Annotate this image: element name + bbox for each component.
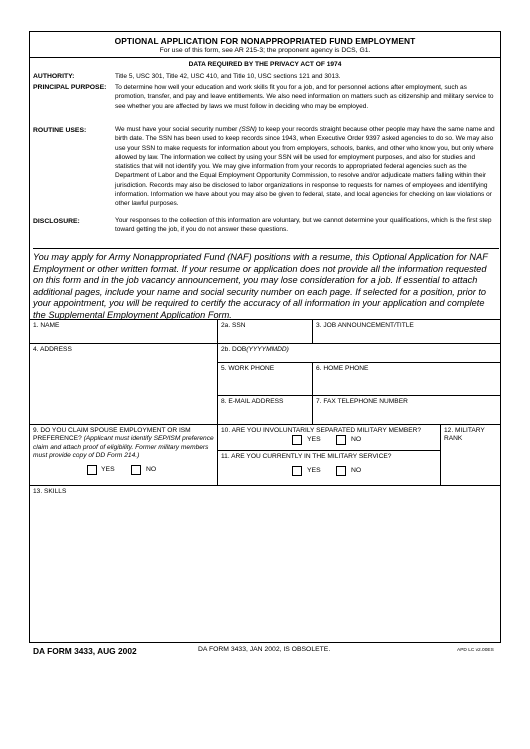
spouse-preference-label: 9. DO YOU CLAIM SPOUSE EMPLOYMENT OR ISM PREFERENCE? <box>33 427 191 443</box>
ssn-field[interactable] <box>217 319 312 343</box>
routine-uses-text-b: to keep your records straight because other people may have the same name and birth date. The SSN has been used to keep records since 1943, when Executive Order 9397 asked agencies to do so. We may also use your SSN to make requests for information about you from employers, schools, banks, and other who know you, but only where allowed by law. The information we collect by using your SSN will be used for employment purposes, and also for studies and statistics that will not identify you. We may give information from your records to appropriated federal agencies such as the Department of Labor and the Equal Employment Opportunity Commission, to resolve and/or adjudicate matters falling within their jurisdiction. Records may also be disclosed to labor organizations in response to requests for names of employees and identifying information. Information we have about you may also be given to federal, state, and local agencies for checking on law violations or other lawful purposes. <box>115 126 495 208</box>
involuntarily-separated-yes-label: YES <box>307 436 321 443</box>
involuntarily-separated-yes-checkbox[interactable] <box>292 435 302 445</box>
routine-uses-text-a: We must have your social security number <box>115 126 240 133</box>
routine-uses-label: ROUTINE USES: <box>33 127 87 134</box>
home-phone-label: 6. HOME PHONE <box>316 365 369 372</box>
routine-uses-ssn: (SSN) <box>239 126 257 133</box>
disclosure-label: DISCLOSURE: <box>33 218 80 225</box>
authority-text: Title 5, USC 301, Title 42, USC 410, and Title 10, USC sections 121 and 3013. <box>115 73 341 80</box>
involuntarily-separated-no-label: NO <box>351 436 362 443</box>
email-field[interactable] <box>217 395 312 424</box>
version-label: APD LC v2.00ES <box>457 648 494 653</box>
name-label: 1. NAME <box>33 322 60 329</box>
authority-label: AUTHORITY: <box>33 73 75 80</box>
work-phone-label: 5. WORK PHONE <box>221 365 275 372</box>
ssn-label: 2a. SSN <box>221 322 246 329</box>
military-service-yes-label: YES <box>307 467 321 474</box>
skills-field[interactable] <box>29 485 501 643</box>
military-rank-label: 12. MILITARY RANK <box>444 427 485 443</box>
dob-field[interactable] <box>217 343 501 362</box>
disclosure-text: Your responses to the collection of this information are voluntary, but we cannot determine your qualifications, which is the first step toward getting the job, if you do not answer these questions. <box>115 217 492 234</box>
address-field[interactable] <box>29 343 217 424</box>
military-service-label: 11. ARE YOU CURRENTLY IN THE MILITARY SERVICE? <box>221 453 392 460</box>
dob-label: 2b. DOB <box>221 346 247 353</box>
job-announcement-label: 3. JOB ANNOUNCEMENT/TITLE <box>316 322 414 329</box>
application-notice: You may apply for Army Nonappropriated Fund (NAF) positions with a resume, this Optional Application for NAF Employment or other written format. If your resume or application does not provide all the information requested on this form and in the job vacancy announcement, you may lose consideration for a job. If essential to attach additional pages, include your name and social security number on each page. If selected for a position, prior to your appointment, you will be required to certify the accuracy of all information in your application and complete the Supplemental Employment Application Form. <box>33 248 499 322</box>
spouse-preference-question <box>29 424 217 485</box>
dob-format: (YYYYMMDD) <box>246 346 289 353</box>
military-service-no-label: NO <box>351 467 362 474</box>
email-label: 8. E-MAIL ADDRESS <box>221 398 284 405</box>
involuntarily-separated-question <box>217 424 440 450</box>
address-label: 4. ADDRESS <box>33 346 72 353</box>
principal-purpose-label: PRINCIPAL PURPOSE: <box>33 84 107 91</box>
form-frame <box>29 31 501 643</box>
spouse-preference-yes-checkbox[interactable] <box>87 465 97 475</box>
spouse-preference-note: (Applicant must identify SEP/ISM preference claim and attach proof of eligibility. Former military members must provide copy of DD Form 214.) <box>33 435 214 460</box>
skills-label: 13. SKILLS <box>33 488 67 495</box>
routine-uses-text <box>115 125 498 209</box>
form-number: DA FORM 3433, AUG 2002 <box>33 646 137 656</box>
obsolete-notice: DA FORM 3433, JAN 2002, IS OBSOLETE. <box>198 646 331 653</box>
military-service-no-checkbox[interactable] <box>336 466 346 476</box>
military-rank-field[interactable] <box>440 424 501 485</box>
form-title: OPTIONAL APPLICATION FOR NONAPPROPRIATED FUND EMPLOYMENT <box>114 36 416 46</box>
principal-purpose-text: To determine how well your education and work skills fit you for a job, and for personnel actions after employment, such as promotion, transfer, and pay and leave entitlements. We also need information on matters such as citizenship and military service to see whether you are affected by laws we must follow in deciding who may be employed. <box>115 84 494 110</box>
form-subtitle: For use of this form, see AR 215-3; the proponent agency is DCS, G1. <box>159 47 371 54</box>
work-phone-field[interactable] <box>217 362 312 395</box>
military-service-question <box>217 450 440 485</box>
spouse-preference-no-label: NO <box>146 466 157 473</box>
involuntarily-separated-label: 10. ARE YOU INVOLUNTARILY SEPARATED MILITARY MEMBER? <box>221 427 422 434</box>
privacy-act-header: DATA REQUIRED BY THE PRIVACY ACT OF 1974 <box>188 61 342 68</box>
form-header <box>30 32 500 58</box>
spouse-preference-yes-label: YES <box>101 466 115 473</box>
fax-label: 7. FAX TELEPHONE NUMBER <box>316 398 408 405</box>
name-field[interactable] <box>29 319 217 343</box>
home-phone-field[interactable] <box>312 362 501 395</box>
fax-field[interactable] <box>312 395 501 424</box>
involuntarily-separated-no-checkbox[interactable] <box>336 435 346 445</box>
spouse-preference-no-checkbox[interactable] <box>131 465 141 475</box>
military-service-yes-checkbox[interactable] <box>292 466 302 476</box>
job-announcement-field[interactable] <box>312 319 501 343</box>
